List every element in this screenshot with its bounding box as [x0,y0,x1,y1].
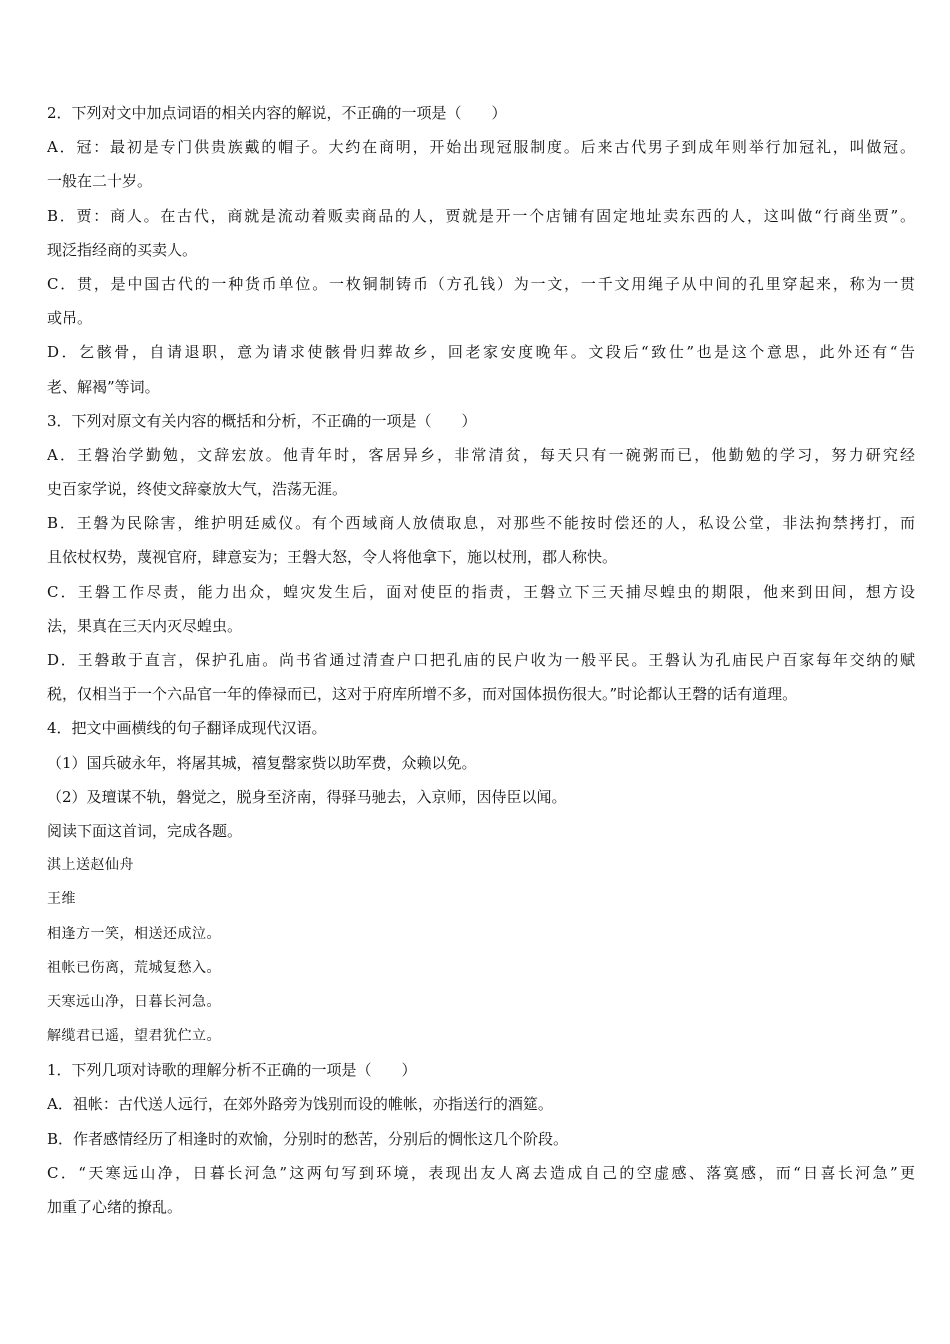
text-line: 或吊。 [47,309,93,328]
text-line: D．王磐敢于直言，保护孔庙。尚书省通过清查户口把孔庙的民户收为一般平民。王磐认为孔庙民户百家每年交纳的赋 [47,651,915,669]
poem-line: 淇上送赵仙舟 [47,857,134,874]
text-line: C．贯，是中国古代的一种货币单位。一枚铜制铸币（方孔钱）为一文，一千文用绳子从中间的孔里穿起来，称为一贯 [47,274,915,293]
poem-line: 王维 [47,891,76,908]
text-line: 1．下列几项对诗歌的理解分析不正确的一项是（ ） [47,1061,417,1080]
text-line: 加重了心绪的撩乱。 [47,1198,183,1216]
text-line: B．贾：商人。在古代，商就是流动着贩卖商品的人，贾就是开一个店铺有固定地址卖东西的人，这叫做“行商坐贾”。 [47,206,915,225]
text-line: 史百家学说，终使文辞豪放大气，浩荡无涯。 [47,480,348,499]
poem-line: 解缆君已遥，望君犹伫立。 [47,1028,221,1045]
text-line: （1）国兵破永年，将屠其城，禧复罄家赀以助军费，众赖以免。 [47,753,477,772]
text-line: B．作者感情经历了相逢时的欢愉，分别时的愁苦，分别后的惆怅这几个阶段。 [47,1129,569,1148]
text-line: 现泛指经商的买卖人。 [47,240,198,259]
text-line: C．王磐工作尽责，能力出众，蝗灾发生后，面对使臣的指责，王磐立下三天捕尽蝗虫的期限，他来到田间，想方设 [47,582,915,601]
poem-line: 相逢方一笑，相送还成泣。 [47,925,221,942]
text-line: 一般在二十岁。 [47,172,153,191]
text-line: 税，仅相当于一个六品官一年的俸禄而已，这对于府库所增不多，而对国体损伤很大。”时论都认王磬的话有道理。 [47,685,798,704]
poem-line: 祖帐已伤离，荒城复愁入。 [47,959,221,976]
text-line: 2．下列对文中加点词语的相关内容的解说，不正确的一项是（ ） [47,104,507,122]
text-line: 3．下列对原文有关内容的概括和分析，不正确的一项是（ ） [47,411,477,430]
text-line: 4．把文中画横线的句子翻译成现代汉语。 [47,719,327,738]
text-line: 法，果真在三天内灭尽蝗虫。 [47,616,243,635]
poem-line: 天寒远山净，日暮长河急。 [47,993,221,1010]
text-line: 老、解褐”等词。 [47,377,160,396]
text-line: A．冠：最初是专门供贵族戴的帽子。大约在商明，开始出现冠服制度。后来古代男子到成年则举行加冠礼，叫做冠。 [47,138,915,157]
text-line: （2）及璮谋不轨，磐觉之，脱身至济南，得驿马驰去，入京师，因侍臣以闻。 [47,787,567,806]
text-line: B．王磐为民除害，维护明廷威仪。有个西域商人放债取息，对那些不能按时偿还的人，私设公堂，非法拘禁拷打，而 [47,514,915,533]
document-page [47,96,915,1224]
text-line: A．祖帐：古代送人远行，在郊外路旁为饯别而设的帷帐，亦指送行的酒筵。 [47,1095,553,1114]
text-line: D．乞骸骨，自请退职，意为请求使骸骨归葬故乡，回老家安度晚年。文段后“致仕”也是这个意思，此外还有“告 [47,343,915,362]
text-line: 阅读下面这首词，完成各题。 [47,821,243,840]
text-line: C．“天寒远山净，日暮长河急”这两句写到环境，表现出友人离去造成自己的空虚感、落寞感，而“日喜长河急”更 [47,1163,915,1182]
text-line: A．王磐治学勤勉，文辞宏放。他青年时，客居异乡，非常清贫，每天只有一碗粥而已，他勤勉的学习，努力研究经 [47,445,915,464]
text-line: 且依杖权势，蔑视官府，肆意妄为；王磐大怒，令人将他拿下，施以杖刑，郡人称快。 [47,548,618,567]
